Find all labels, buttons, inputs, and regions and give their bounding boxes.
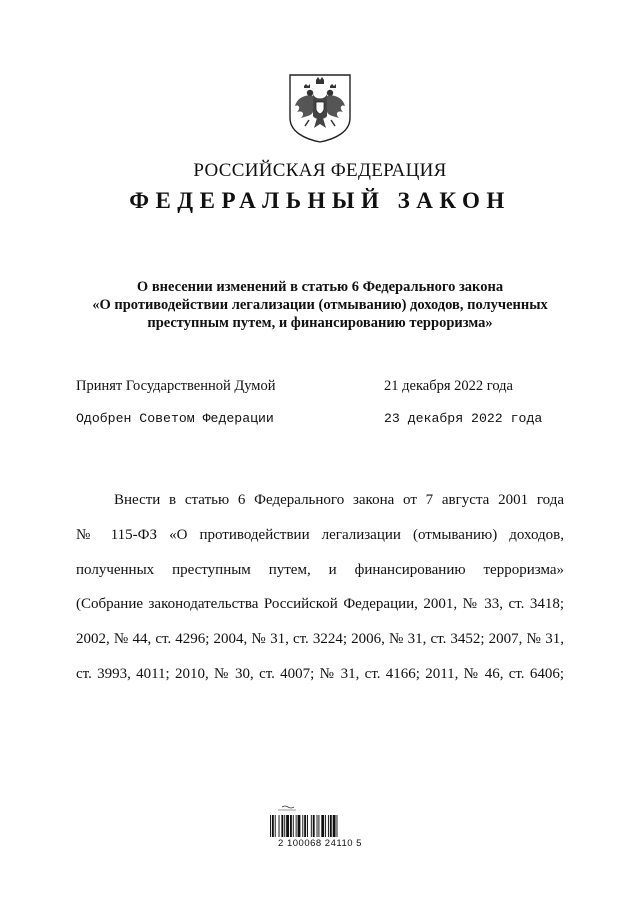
body-line: (Собрание законодательства Российской Федерации, 2001, № 33, ст. 3418; — [76, 596, 564, 613]
council-approval-date: 23 декабря 2022 года — [384, 411, 543, 426]
law-body-paragraph — [76, 483, 564, 692]
barcode-bar — [325, 815, 326, 837]
barcode-number: 2 100068 24110 5 — [278, 838, 362, 849]
barcode-bar — [281, 815, 283, 837]
barcode-bar — [337, 815, 338, 837]
body-line: Внести в статью 6 Федерального закона от 7 августа 2001 года — [114, 492, 564, 508]
barcode-bar — [284, 815, 285, 837]
barcode-bar — [270, 815, 271, 837]
barcode-bar — [279, 815, 280, 837]
barcode-bar — [293, 815, 294, 837]
barcode-bar — [318, 815, 319, 837]
barcode-bar — [286, 815, 289, 837]
coat-of-arms-icon — [287, 72, 353, 144]
country-heading: РОССИЙСКАЯ ФЕДЕРАЦИЯ — [193, 160, 447, 181]
duma-adoption-date: 21 декабря 2022 года — [384, 378, 513, 394]
council-approval-label: Одобрен Советом Федерации — [76, 411, 274, 426]
barcode-bar — [333, 815, 336, 837]
barcode-bar — [330, 815, 332, 837]
barcode-bar — [290, 815, 292, 837]
barcode-bar — [302, 815, 303, 837]
barcode-bar — [321, 815, 324, 837]
subject-line: «О противодействии легализации (отмыванию) доходов, полученных — [92, 297, 548, 313]
barcode-bar — [317, 815, 318, 837]
barcode-bar — [275, 815, 276, 837]
barcode-bar — [313, 815, 315, 837]
body-line: полученных преступным путем, и финансированию терроризма» — [76, 561, 564, 578]
duma-adoption-label: Принят Государственной Думой — [76, 378, 276, 394]
document-type-heading: ФЕДЕРАЛЬНЫЙ ЗАКОН — [129, 188, 511, 213]
barcode-bar — [298, 815, 301, 837]
subject-line: преступным путем, и финансированию терроризма» — [147, 315, 493, 331]
barcode-bar — [307, 815, 308, 837]
body-line: № 115-ФЗ «О противодействии легализации (отмыванию) доходов, — [76, 526, 564, 543]
barcode-bar — [311, 815, 312, 837]
subject-line: О внесении изменений в статью 6 Федерального закона — [136, 279, 504, 295]
body-line: ст. 3993, 4011; 2010, № 30, ст. 4007; № 31, ст. 4166; 2011, № 46, ст. 6406; — [76, 665, 564, 682]
barcode-bar — [328, 815, 329, 837]
barcode-bar — [296, 815, 297, 837]
barcode-bar — [304, 815, 306, 837]
law-subject — [60, 278, 580, 332]
barcode-bar — [272, 815, 274, 837]
body-line: 2002, № 44, ст. 4296; 2004, № 31, ст. 3224; 2006, № 31, ст. 3452; 2007, № 31, — [76, 631, 564, 648]
